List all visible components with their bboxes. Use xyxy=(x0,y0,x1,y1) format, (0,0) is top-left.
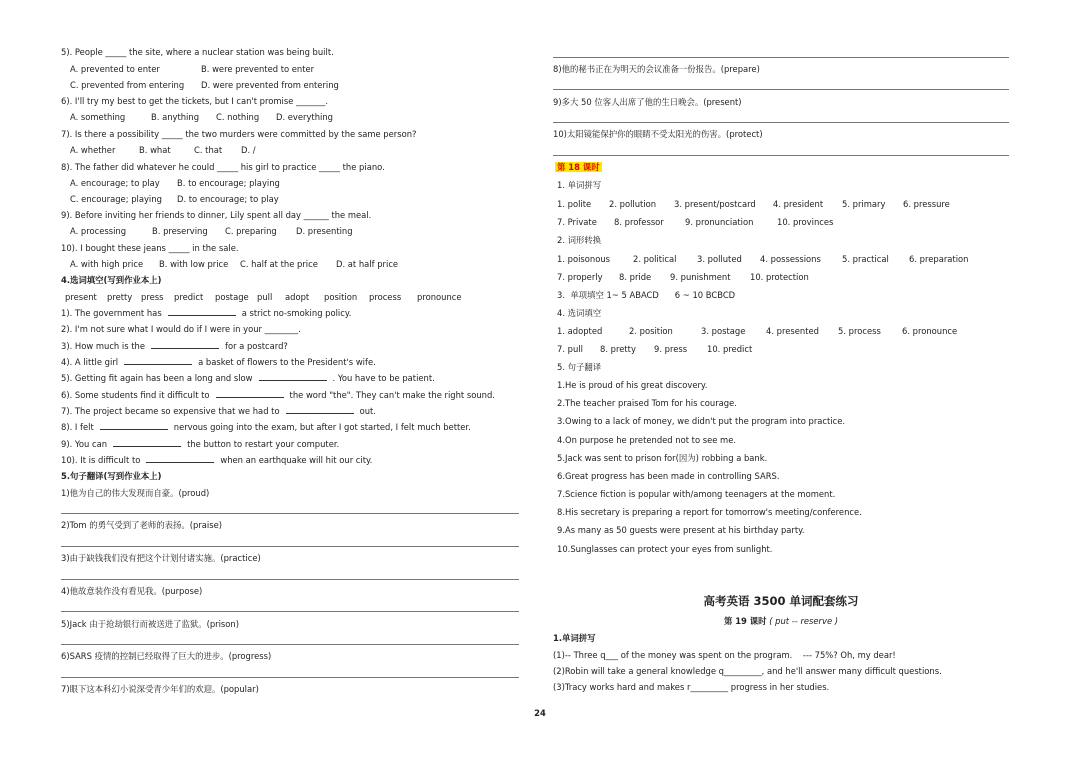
fill-sentence: 4). A little girl a basket of flowers to the President's wife. xyxy=(61,357,376,367)
answer-line xyxy=(61,611,519,612)
q6-option-a: A. something xyxy=(70,112,126,122)
answer-item: 4. president xyxy=(773,199,824,209)
q8-option-d: D. to encourage; to play xyxy=(177,194,279,204)
q9-option-a: A. processing xyxy=(70,226,127,236)
answer-item: 9. pronunciation xyxy=(685,217,754,227)
answer-sentence: 3.Owing to a lack of money, we didn't put the program into practice. xyxy=(557,416,846,426)
answer-item: 9. punishment xyxy=(670,272,731,282)
answer-heading-fill: 4. 选词填空 xyxy=(557,308,602,318)
answer-line xyxy=(61,644,519,645)
answer-line xyxy=(553,89,1009,90)
answer-heading-translation: 5. 句子翻译 xyxy=(557,362,602,372)
wordbank-adopt: adopt xyxy=(285,292,310,302)
q6-option-c: C. nothing xyxy=(216,112,260,122)
answer-item: 8. pretty xyxy=(600,344,636,354)
answer-item: 3. present/postcard xyxy=(674,199,756,209)
wordbank-present: present xyxy=(65,292,97,302)
translation-prompt: 5)Jack 由于抢劫银行而被送进了监狱。(prison) xyxy=(61,619,239,629)
q10-option-d: D. at half price xyxy=(336,259,399,269)
q5-option-a: A. prevented to enter xyxy=(70,64,160,74)
q9-stem: 9). Before inviting her friends to dinner, Lily spent all day ______ the meal. xyxy=(61,210,372,220)
wordbank-predict: predict xyxy=(174,292,204,302)
answer-item: 5. primary xyxy=(842,199,886,209)
translation-prompt: 3)由于缺钱我们没有把这个计划付诸实施。(practice) xyxy=(61,553,261,563)
q6-option-b: B. anything xyxy=(151,112,200,122)
q7-option-d: D. / xyxy=(241,145,256,155)
q7-option-c: C. that xyxy=(194,145,223,155)
translation-prompt: 8)他的秘书正在为明天的会议准备一份报告。(prepare) xyxy=(553,64,760,74)
question-item: (1)-- Three q___ of the money was spent on the program. --- 75%? Oh, my dear! xyxy=(553,650,896,660)
answer-item: 1. adopted xyxy=(557,326,603,336)
translation-prompt: 10)太阳镜能保护你的眼睛不受太阳光的伤害。(protect) xyxy=(553,129,763,139)
answer-line xyxy=(61,546,519,547)
fill-sentence: 2). I'm not sure what I would do if I were in your ________. xyxy=(61,324,301,334)
answer-item: 6. pronounce xyxy=(902,326,958,336)
q9-option-c: C. preparing xyxy=(225,226,277,236)
answer-line xyxy=(61,677,519,678)
answer-item: 1. polite xyxy=(557,199,592,209)
q10-option-b: B. with low price xyxy=(159,259,229,269)
answer-item: 5. practical xyxy=(842,254,889,264)
translation-prompt: 9)多大 50 位客人出席了他的生日晚会。(present) xyxy=(553,97,742,107)
answer-line xyxy=(553,57,1009,58)
answer-heading-spelling: 1. 单词拼写 xyxy=(557,180,602,190)
answer-sentence: 7.Science fiction is popular with/among teenagers at the moment. xyxy=(557,489,836,499)
lesson18-heading: 第 18 课时 xyxy=(557,162,600,172)
fill-sentence: 5). Getting fit again has been a long and slow . You have to be patient. xyxy=(61,373,435,383)
q9-option-b: B. preserving xyxy=(152,226,208,236)
answer-item: 6. preparation xyxy=(909,254,969,264)
answer-sentence: 10.Sunglasses can protect your eyes from sunlight. xyxy=(557,544,773,554)
q5-option-d: D. were prevented from entering xyxy=(201,80,339,90)
book-title: 高考英语 3500 单词配套练习 xyxy=(703,594,859,608)
section4-title: 4.选词填空(写到作业本上) xyxy=(61,275,162,285)
q6-option-d: D. everything xyxy=(276,112,333,122)
answer-sentence: 4.On purpose he pretended not to see me. xyxy=(557,435,737,445)
answer-item: 4. presented xyxy=(766,326,819,336)
fill-sentence: 7). The project became so expensive that we had to out. xyxy=(61,406,376,416)
section1-title: 1.单词拼写 xyxy=(553,633,596,643)
translation-prompt: 2)Tom 的勇气受到了老师的表扬。(praise) xyxy=(61,520,222,530)
answer-item: 3. postage xyxy=(701,326,746,336)
q9-option-d: D. presenting xyxy=(296,226,353,236)
wordbank-pull: pull xyxy=(257,292,273,302)
q10-stem: 10). I bought these jeans _____ in the sale. xyxy=(61,243,239,253)
question-item: (2)Robin will take a general knowledge q_________, and he'll answer many difficult questions. xyxy=(553,666,942,676)
fill-sentence: 8). I felt nervous going into the exam, but after I got started, I felt much better. xyxy=(61,422,471,432)
answer-item: 2. pollution xyxy=(609,199,657,209)
fill-sentence: 1). The government has a strict no-smoking policy. xyxy=(61,308,352,318)
q8-option-c: C. encourage; playing xyxy=(70,194,162,204)
answer-line xyxy=(553,155,1009,156)
answer-item: 9. press xyxy=(654,344,688,354)
answer-sentence: 1.He is proud of his great discovery. xyxy=(557,380,708,390)
translation-prompt: 7)眼下这本科幻小说深受青少年们的欢迎。(popular) xyxy=(61,684,259,694)
answer-heading-choice: 3. 单项填空 1~ 5 ABACD 6 ~ 10 BCBCD xyxy=(557,290,736,300)
answer-sentence: 5.Jack was sent to prison for(因为) robbing a bank. xyxy=(557,453,768,463)
answer-item: 7. pull xyxy=(557,344,583,354)
q5-stem: 5). People _____ the site, where a nuclear station was being built. xyxy=(61,47,334,57)
answer-sentence: 2.The teacher praised Tom for his courage. xyxy=(557,398,737,408)
answer-item: 10. predict xyxy=(707,344,753,354)
q10-option-c: C. half at the price xyxy=(240,259,318,269)
fill-sentence: 9). You can the button to restart your computer. xyxy=(61,439,340,449)
answer-item: 2. political xyxy=(633,254,677,264)
lesson19-heading: 第 19 课时 ( put -- reserve ) xyxy=(723,616,839,626)
answer-item: 10. protection xyxy=(750,272,809,282)
answer-line xyxy=(61,513,519,514)
answer-line xyxy=(61,579,519,580)
q5-option-c: C. prevented from entering xyxy=(70,80,185,90)
answer-item: 7. Private xyxy=(557,217,597,227)
question-item: (3)Tracy works hard and makes r_________ progress in her studies. xyxy=(553,682,830,692)
answer-item: 5. process xyxy=(838,326,881,336)
wordbank-press: press xyxy=(141,292,164,302)
translation-prompt: 1)他为自己的伟大发现而自豪。(proud) xyxy=(61,488,210,498)
q8-option-a: A. encourage; to play xyxy=(70,178,160,188)
translation-prompt: 4)他故意装作没有看见我。(purpose) xyxy=(61,586,203,596)
answer-sentence: 8.His secretary is preparing a report for tomorrow's meeting/conference. xyxy=(557,507,862,517)
answer-item: 8. pride xyxy=(619,272,652,282)
fill-sentence: 3). How much is the for a postcard? xyxy=(61,341,288,351)
answer-item: 1. poisonous xyxy=(557,254,611,264)
wordbank-pretty: pretty xyxy=(107,292,133,302)
q6-stem: 6). I'll try my best to get the tickets, but I can't promise _______. xyxy=(61,96,329,106)
page-number: 24 xyxy=(534,708,546,718)
q10-option-a: A. with high price xyxy=(70,259,144,269)
fill-sentence: 10). It is difficult to when an earthquake will hit our city. xyxy=(61,455,373,465)
fill-sentence: 6). Some students find it difficult to the word "the". They can't make the right sound. xyxy=(61,390,495,400)
translation-prompt: 6)SARS 疫情的控制已经取得了巨大的进步。(progress) xyxy=(61,651,272,661)
answer-item: 8. professor xyxy=(614,217,664,227)
q5-option-b: B. were prevented to enter xyxy=(201,64,315,74)
wordbank-pronounce: pronounce xyxy=(417,292,462,302)
section5-title: 5.句子翻译(写到作业本上) xyxy=(61,471,162,481)
q7-option-a: A. whether xyxy=(70,145,116,155)
q7-stem: 7). Is there a possibility _____ the two murders were committed by the same person? xyxy=(61,129,417,139)
q8-option-b: B. to encourage; playing xyxy=(177,178,280,188)
q8-stem: 8). The father did whatever he could _____ his girl to practice _____ the piano. xyxy=(61,162,385,172)
answer-item: 6. pressure xyxy=(903,199,950,209)
answer-sentence: 6.Great progress has been made in controlling SARS. xyxy=(557,471,780,481)
answer-item: 4. possessions xyxy=(760,254,821,264)
q7-option-b: B. what xyxy=(139,145,171,155)
answer-line xyxy=(553,122,1009,123)
answer-item: 2. position xyxy=(629,326,673,336)
answer-item: 3. polluted xyxy=(697,254,742,264)
wordbank-process: process xyxy=(369,292,402,302)
answer-item: 10. provinces xyxy=(777,217,834,227)
answer-item: 7. properly xyxy=(557,272,603,282)
wordbank-postage: postage xyxy=(215,292,249,302)
wordbank-position: position xyxy=(324,292,358,302)
answer-heading-wordform: 2. 词形转换 xyxy=(557,235,602,245)
answer-sentence: 9.As many as 50 guests were present at his birthday party. xyxy=(557,525,805,535)
